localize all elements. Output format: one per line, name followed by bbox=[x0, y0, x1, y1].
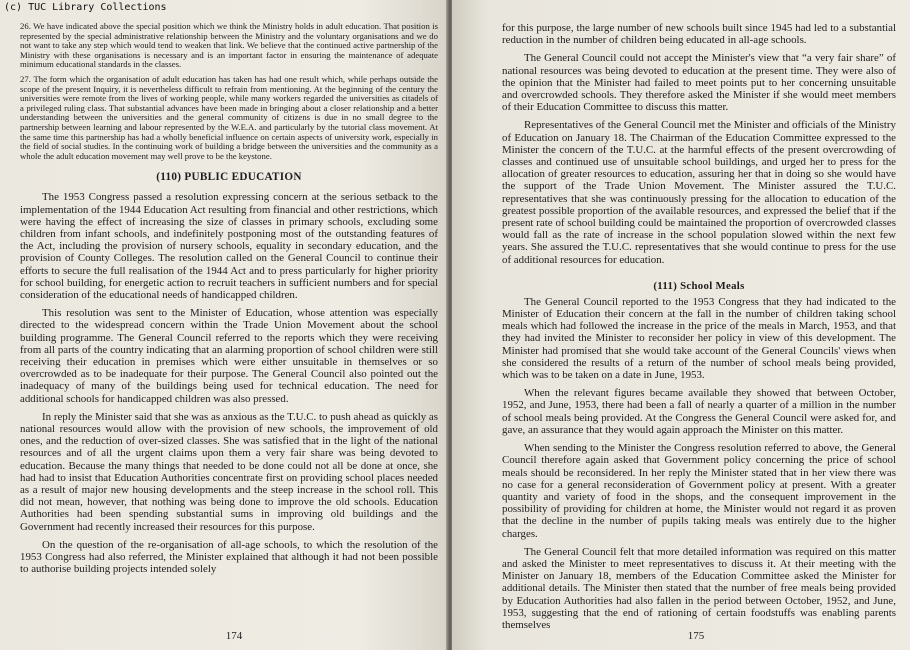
continuation-paragraph: for this purpose, the large number of new schools built since 1945 had led to a substantial reduction in the number of children being educated in all-age schools. bbox=[502, 22, 896, 47]
right-paragraph: The General Council reported to the 1953 Congress that they had indicated to the Minister of Education their concern at the fall in the number of children taking school meals which had followed the increase in the price of the meals in March, 1953, and that they had invited the Minister to reconsider her policy in view of this development. The Minister had promised that she would take account of the General Councils' views when she considered the results of a return of the number of school meals being provided, which was to be taken on a date in June, 1953. bbox=[502, 295, 896, 382]
left-page bbox=[0, 0, 448, 650]
left-paragraph: This resolution was sent to the Minister of Education, whose attention was especially directed to the widespread concern within the Trade Union Movement about the school building programme. The General Council referred to the reports which they were receiving from all parts of the country indicating that an alarming proportion of school children were still receiving their education in premises which were either unsuitable in themselves or so overcrowded as to be inadequate for their purpose. The General Council also pointed out the inadequacy of many of the buildings being used for technical education. The need for additional schools for handicapped children was also pressed. bbox=[20, 307, 438, 405]
right-paragraph: The General Council could not accept the Minister's view that “a very fair share” of national resources was being devoted to education at the present time. They were also of the opinion that the Minister had failed to meet points put to her concerning unsuitable and overcrowded schools. They therefore asked the Minister if she would meet members of their Education Committee to discuss this matter. bbox=[502, 52, 896, 114]
page-number-left: 174 bbox=[225, 630, 243, 642]
left-paragraph: The 1953 Congress passed a resolution expressing concern at the serious setback to the implementation of the 1944 Education Act resulting from financial and other restrictions, which were having the effect of increasing the size of classes in primary schools, excluding some children from infant schools, and indefinitely postponing most of the outstanding features of the Act, including the provision of nursery schools, equality in secondary education, and the provision of County Colleges. The resolution called on the General Council to continue their efforts to secure the full realisation of the 1944 Act and to press particularly for higher priority for school building, for energetic action to recruit teachers in sufficient numbers and for special consideration of the educational needs of handicapped children. bbox=[20, 191, 438, 301]
left-paragraph: On the question of the re-organisation of all-age schools, to which the resolution of the 1953 Congress had also referred, the Minister explained that although it had not been possible to authorise building projects intended solely bbox=[20, 538, 438, 576]
paragraph-26: 26. We have indicated above the special position which we think the Ministry holds in adult education. That position is represented by the special administrative relationship between the Ministry and the voluntary organisations and we do not want to take any step which would tend to weaken that link. We believe that the continued active partnership of the Ministry with these organisations is necessary and is an important factor in ensuring the maintenance of adequate minimum educational standards in the classes. bbox=[20, 21, 438, 70]
right-paragraph: When the relevant figures became available they showed that between October, 1952, and June, 1953, there had been a fall of nearly a quarter of a million in the number of school meals being provided. At the Congress the General Council were asked for, and gave, an assurance that they would again approach the Minister on this matter. bbox=[502, 387, 896, 436]
right-paragraph: Representatives of the General Council met the Minister and officials of the Ministry of Education on January 18. The Chairman of the Education Committee expressed to the Minister the concern of the T.U.C. at the harmful effects of the present overcrowding of classes and continued use of unsuitable school buildings, and urged her to press for the allocation of greater resources to education, assuring her that in doing so she would have the support of the Trade Union Movement. The Minister assured the T.U.C. representatives that she was continuously pressing for the allocation to education of the greatest possible proportion of the available resources, and expressed the belief that if the present rate of school building could be maintained the proportion of overcrowded classes would fall as the rate of increase in the school population slowed within the next few years. She assured the T.U.C. representatives that she would continue to press for the use of additional resources for education. bbox=[502, 119, 896, 266]
right-paragraph: When sending to the Minister the Congress resolution referred to above, the General Council therefore again asked that Government policy concerning the price of school meals should be reconsidered. In her reply the Minister stated that in her view there was no case for a general reconsideration of Government policy at present. With a greater quantity and variety of food in the shops, and the consequent improvement in the possibility of providing for children at home, the Minister would not regard it as proven that the decline in the number of pupils taking meals was entirely due to the higher charges. bbox=[502, 442, 896, 540]
watermark: (c) TUC Library Collections bbox=[4, 2, 167, 13]
right-paragraph: The General Council felt that more detailed information was required on this matter and asked the Minister to meet representatives to discuss it. At their meeting with the Minister on January 18, members of the Education Committee asked the Minister for additional details. The Minister then stated that the number of free meals being provided by Education Authorities had also fallen in the period between October, 1952, and June, 1953, suggesting that the end of rationing of certain foodstuffs was enabling parents themselves bbox=[502, 545, 896, 631]
paragraph-27: 27. The form which the organisation of adult education has taken has had one result which, while perhaps outside the scope of the present Inquiry, it is nevertheless difficult to refrain from mentioning. At the beginning of the century the universities were remote from the lives of working people, while many workers regarded the universities as citadels of a privileged ruling class. That substantial advances have been made in bringing about a closer relationship and a better understanding between the universities and the general community of citizens is due in no small degree to the partnership between learning and labour represented by the W.E.A. and particularly by the tutorial class movement. At the same time this partnership has had a wholly beneficial influence on certain aspects of university work, especially in the field of social studies. In the continuing work of building a bridge between the universities and the community as a whole the adult education movement may well prove to be the keystone. bbox=[20, 73, 438, 161]
section-heading-public-education: (110) PUBLIC EDUCATION bbox=[156, 171, 302, 184]
left-paragraph: In reply the Minister said that she was as anxious as the T.U.C. to push ahead as quickly as national resources would allow with the provision of new schools, the improvement of old ones, and the reduction of over-sized classes. She was satisfied that in the light of the national resources and of all the urgent claims upon them a very fair share was being devoted to education. Because the many things that needed to be done could not all be done at once, she had had to insist that Education Authorities concentrate first on providing school places needed as a result of major new housing developments and the steep increase in the school roll. This did not mean, however, that nothing was being done to improve the old schools. Education Authorities had been spending substantial sums in improving old buildings and the Government had recently increased their resources for this purpose. bbox=[20, 410, 438, 533]
section-heading-school-meals: (111) School Meals bbox=[653, 279, 745, 292]
right-page bbox=[452, 0, 910, 650]
page-number-right: 175 bbox=[687, 630, 705, 642]
